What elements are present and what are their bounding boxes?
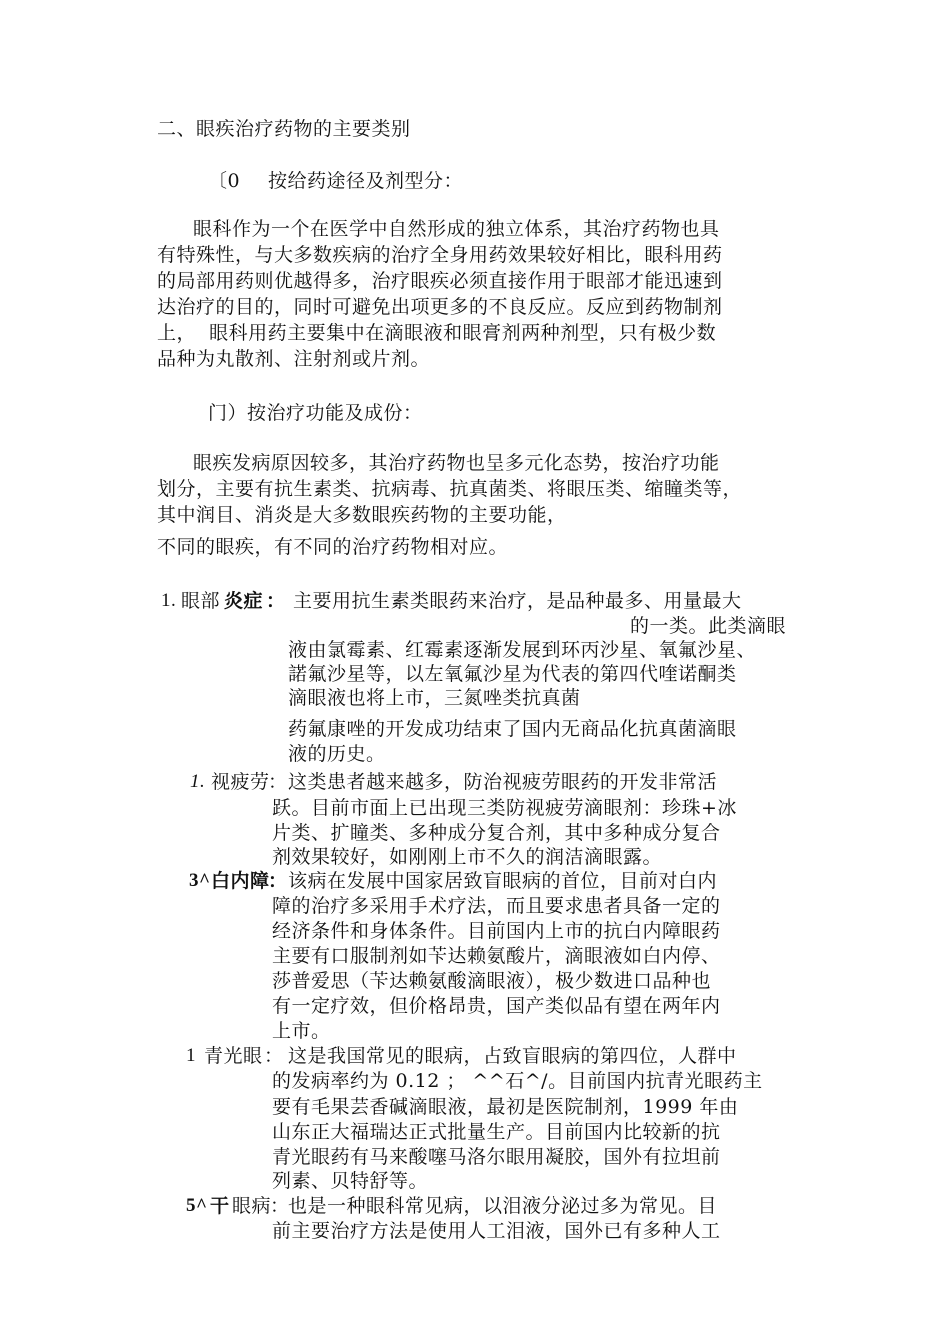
paragraph-line: 其中润目、消炎是大多数眼疾药物的主要功能， bbox=[157, 504, 567, 526]
paragraph-line: 不同的眼疾，有不同的治疗药物相对应。 bbox=[157, 536, 509, 558]
list-item-line: 该病在发展中国家居致盲眼病的首位，目前对白内 bbox=[288, 870, 718, 892]
list-item-line: 片类、扩瞳类、多种成分复合剂，其中多种成分复合 bbox=[272, 822, 721, 844]
list-item-heading: 干 bbox=[210, 1195, 230, 1217]
list-item-line: 上市。 bbox=[272, 1020, 331, 1042]
paragraph-line: 眼科作为一个在医学中自然形成的独立体系，其治疗药物也具 bbox=[193, 218, 720, 240]
list-item-line: 主要用抗生素类眼药来治疗，是品种最多、用量最大 bbox=[293, 590, 742, 612]
list-item-line: 也是一种眼科常见病，以泪液分泌过多为常见。目 bbox=[288, 1195, 718, 1217]
list-item-colon: ： bbox=[270, 1195, 290, 1217]
subsection-heading: 门）按治疗功能及成份： bbox=[208, 402, 423, 424]
list-item-number: 1. bbox=[161, 590, 177, 611]
list-item-line: 滴眼液也将上市，三氮唑类抗真菌 bbox=[288, 687, 581, 709]
list-item-colon: ： bbox=[266, 590, 286, 612]
list-item-line: 的一类。此类滴眼 bbox=[630, 615, 787, 637]
list-item-line: 这是我国常见的眼病，占致盲眼病的第四位，人群中 bbox=[288, 1045, 737, 1067]
list-item-line: 这类患者越来越多，防治视疲劳眼药的开发非常活 bbox=[288, 771, 718, 793]
list-item-line: 列素、贝特舒等。 bbox=[272, 1170, 429, 1192]
subsection-heading: 按给药途径及剂型分： bbox=[268, 170, 464, 192]
list-item-heading: 炎症 bbox=[224, 590, 264, 612]
list-item-number: 1. bbox=[190, 771, 206, 792]
list-item-number: 5^ bbox=[186, 1195, 208, 1216]
list-item-line: 要有毛果芸香碱滴眼液，最初是医院制剂，1999 年由 bbox=[272, 1096, 739, 1118]
section-title: 二、眼疾治疗药物的主要类别 bbox=[157, 118, 411, 140]
list-item-line: 药氟康唑的开发成功结束了国内无商品化抗真菌滴眼 bbox=[288, 718, 737, 740]
list-item-number: 1 bbox=[186, 1045, 196, 1066]
list-item-heading: 眼部 bbox=[181, 590, 221, 612]
list-item-line: 跃。目前市面上已出现三类防视疲劳滴眼剂：珍珠+冰 bbox=[272, 797, 737, 819]
list-item-heading: 白内障 bbox=[211, 870, 270, 892]
list-item-colon: ： bbox=[264, 1045, 284, 1067]
list-item-heading: 视疲劳 bbox=[211, 771, 270, 793]
list-item-line: 剂效果较好，如刚刚上市不久的润洁滴眼露。 bbox=[272, 846, 663, 868]
list-item-colon: ： bbox=[268, 870, 288, 892]
list-item-line: 液由氯霉素、红霉素逐渐发展到环丙沙星、氧氟沙星、 bbox=[288, 639, 757, 661]
list-item-line: 青光眼药有马来酸噻马洛尔眼用凝胶，国外有拉坦前 bbox=[272, 1146, 721, 1168]
paragraph-line: 上， 眼科用药主要集中在滴眼液和眼膏剂两种剂型，只有极少数 bbox=[157, 322, 717, 344]
paragraph-line: 达治疗的目的，同时可避免出项更多的不良反应。反应到药物制剂 bbox=[157, 296, 723, 318]
list-item-line: 諾氟沙星等，以左氧氟沙星为代表的第四代喹诺酮类 bbox=[288, 663, 737, 685]
list-item-line: 前主要治疗方法是使用人工泪液，国外已有多种人工 bbox=[272, 1220, 721, 1242]
subsection-marker: 〔0 bbox=[208, 170, 241, 192]
list-item-line: 有一定疗效，但价格昂贵，国产类似品有望在两年内 bbox=[272, 995, 721, 1017]
list-item-line: 经济条件和身体条件。目前国内上市的抗白内障眼药 bbox=[272, 920, 721, 942]
list-item-heading: 青光眼 bbox=[204, 1045, 263, 1067]
list-item-line: 障的治疗多采用手术疗法，而且要求患者具备一定的 bbox=[272, 895, 721, 917]
paragraph-line: 划分，主要有抗生素类、抗病毒、抗真菌类、将眼压类、缩瞳类等， bbox=[157, 478, 743, 500]
list-item-line: 主要有口服制剂如苄达赖氨酸片，滴眼液如白内停、 bbox=[272, 945, 721, 967]
list-item-line: 的发病率约为 0.12 ； ^^石^/。目前国内抗青光眼药主 bbox=[272, 1070, 763, 1092]
list-item-number: 3^ bbox=[189, 870, 211, 891]
paragraph-line: 的局部用药则优越得多，治疗眼疾必须直接作用于眼部才能迅速到 bbox=[157, 270, 723, 292]
paragraph-line: 品种为丸散剂、注射剂或片剂。 bbox=[157, 348, 431, 370]
list-item-line: 山东正大福瑞达正式批量生产。目前国内比较新的抗 bbox=[272, 1121, 721, 1143]
paragraph-line: 有特殊性，与大多数疾病的治疗全身用药效果较好相比，眼科用药 bbox=[157, 244, 723, 266]
paragraph-line: 眼疾发病原因较多，其治疗药物也呈多元化态势，按治疗功能 bbox=[193, 452, 720, 474]
list-item-colon: ： bbox=[268, 771, 288, 793]
list-item-heading: 眼病 bbox=[232, 1195, 272, 1217]
list-item-line: 液的历史。 bbox=[288, 743, 386, 765]
list-item-line: 莎普爱思（苄达赖氨酸滴眼液），极少数进口品种也 bbox=[272, 970, 712, 992]
